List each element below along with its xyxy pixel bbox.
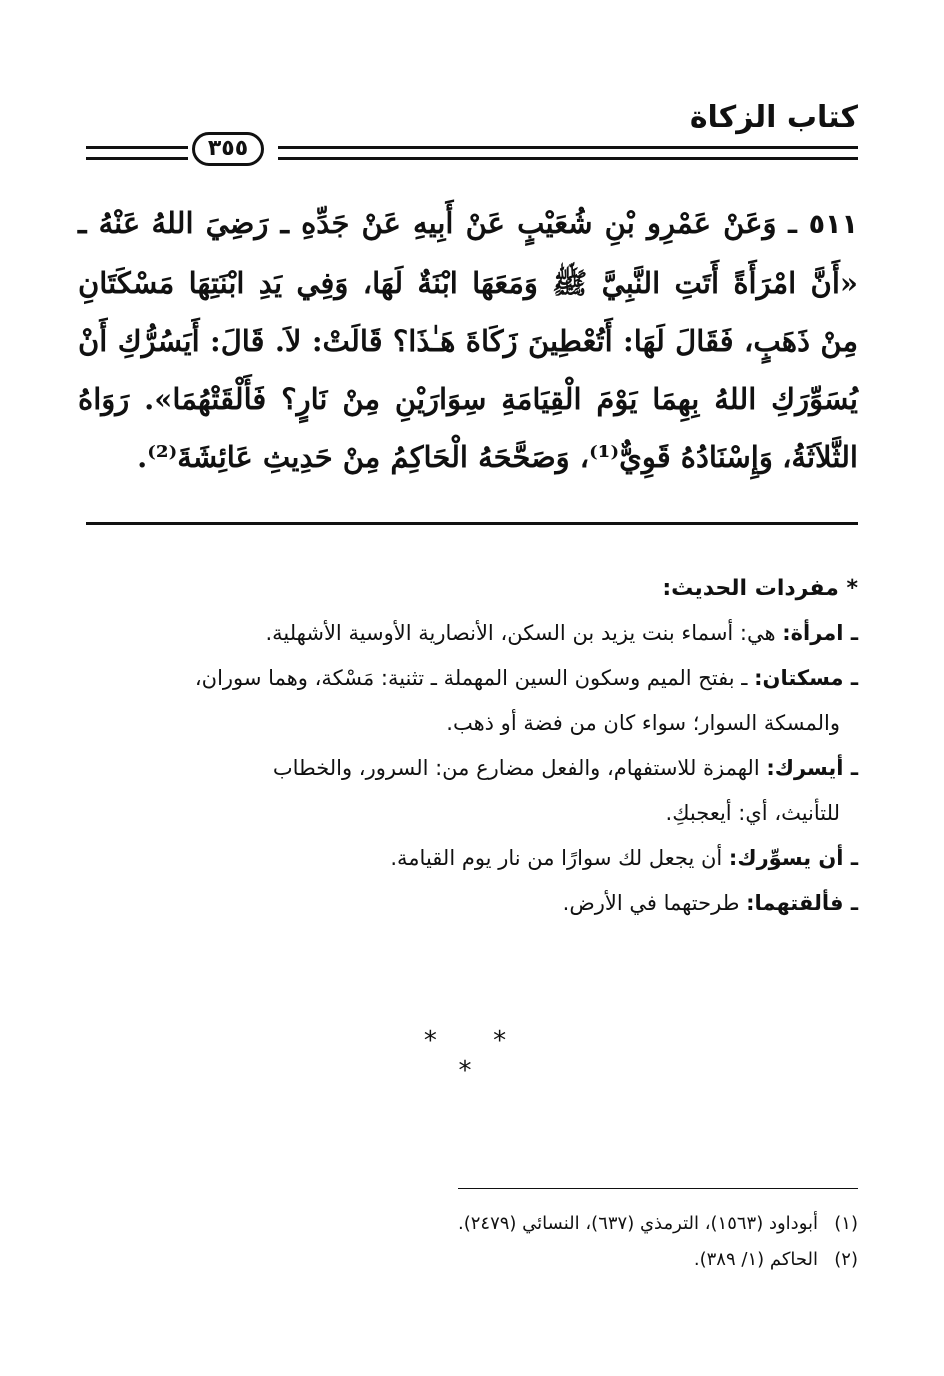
footnote-number: (١): [834, 1213, 858, 1234]
vocabulary-term: ـ أيسرك:: [766, 756, 858, 780]
asterism-separator: * * *: [423, 1026, 531, 1086]
vocabulary-definition-continuation: للتأنيث، أي: أيعجبكِ.: [665, 801, 840, 825]
vocabulary-definition: الهمزة للاستفهام، والفعل مضارع من: السرور، والخطاب: [272, 756, 767, 780]
header-rule-left: [86, 146, 188, 160]
vocabulary-definition-continuation: والمسكة السوار؛ سواء كان من فضة أو ذهب.: [446, 711, 840, 735]
footnote-rule: [458, 1188, 858, 1189]
vocabulary-entry: [86, 881, 858, 926]
vocabulary-term: ـ فألقتهما:: [746, 891, 858, 915]
vocabulary-entry: [86, 836, 858, 881]
hadith-line: مِنْ ذَهَبٍ، فَقَالَ لَهَا: أَتُعْطِينَ زَكَاةَ هَـٰذَا؟ قَالَتْ: لاَ. قَالَ: أَيَسُرُّكِ أَنْ: [78, 324, 858, 358]
hadith-line: وَإِسْنَادُهُ قَوِيٌّ⁽¹⁾، وَصَحَّحَهُ الْحَاكِمُ مِنْ حَدِيثِ عَائِشَةَ⁽²⁾.: [137, 440, 773, 474]
vocabulary-entry: [86, 611, 858, 656]
hadith-line: وَعَنْ عَمْرِو بْنِ شُعَيْبٍ عَنْ أَبِيهِ عَنْ جَدِّهِ ـ رَضِيَ اللهُ: [151, 206, 777, 240]
section-divider: [86, 522, 858, 525]
footnote-text: الحاكم (١/ ٣٨٩).: [693, 1249, 818, 1270]
footnotes: [86, 1206, 858, 1278]
vocabulary-definition: أن يجعل لك سوارًا من نار يوم القيامة.: [390, 846, 729, 870]
vocabulary-definition: طرحتهما في الأرض.: [562, 891, 747, 915]
page-number: ٣٥٥: [192, 132, 264, 166]
footnote-text: أبوداود (١٥٦٣)، الترمذي (٦٣٧)، النسائي (٢٤٧٩).: [458, 1213, 818, 1234]
vocabulary-entry: [86, 746, 858, 836]
running-header-title: كتاب الزكاة: [689, 100, 858, 135]
hadith-number-dash: ـ: [776, 209, 809, 240]
vocabulary-definition: ـ بفتح الميم وسكون السين المهملة ـ تثنية: مَسْكة، وهما سوران،: [194, 666, 755, 690]
hadith-number: ٥١١: [808, 209, 859, 240]
vocabulary-definition: هي: أسماء بنت يزيد بن السكن، الأنصارية الأوسية الأشهلية.: [265, 621, 783, 645]
footnote-number: (٢): [834, 1249, 858, 1270]
hadith-line: يُسَوِّرَكِ اللهُ بِهِمَا يَوْمَ الْقِيَامَةِ سِوَارَيْنِ مِنْ نَارٍ؟ فَأَلْقَتْهُمَا». رَوَاهُ الثَّلاَثَةُ،: [78, 382, 858, 474]
vocabulary-term: ـ امرأة:: [782, 621, 858, 645]
vocabulary-term: ـ أن يسوِّرك:: [728, 846, 858, 870]
hadith-line: عَنْهُ ـ «أَنَّ امْرَأَةً أَتَتِ النَّبِيَّ ﷺ وَمَعَهَا ابْنَةٌ لَهَا، وَفِي يَدِ ابْنَتِهَا مَسْكَتَانِ: [78, 206, 858, 300]
vocabulary-entry: [86, 656, 858, 746]
vocabulary-heading: * مفردات الحديث:: [662, 576, 858, 601]
footnote: [86, 1242, 858, 1278]
footnote: [86, 1206, 858, 1242]
hadith-block: [78, 194, 858, 486]
vocabulary-term: ـ مسكتان:: [754, 666, 858, 690]
header-rule-right: [278, 146, 858, 160]
vocabulary-section: [86, 566, 858, 926]
